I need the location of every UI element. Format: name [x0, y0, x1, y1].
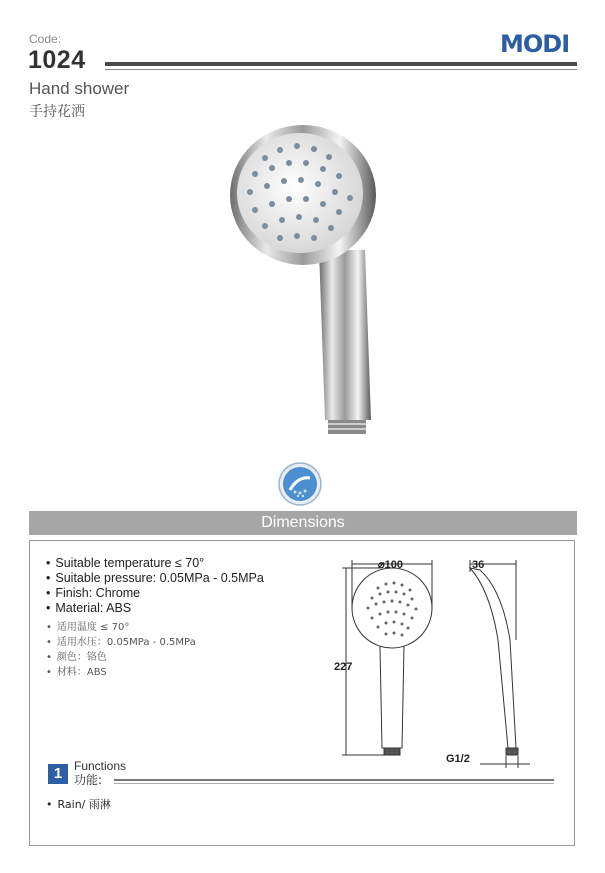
- functions-number: 1: [48, 764, 68, 784]
- spec-item-cn: • 适用水压：0.05MPa - 0.5MPa: [46, 635, 196, 650]
- spec-list-en: [46, 556, 264, 616]
- spec-item-cn: • 材料：ABS: [46, 665, 196, 680]
- header-rule-thin: [105, 69, 577, 70]
- rain-spray-icon: [278, 462, 322, 506]
- product-title-en: Hand shower: [29, 79, 130, 98]
- function-item: • Rain/ 雨淋: [46, 796, 111, 812]
- spec-item: • Suitable temperature ≤ 70°: [46, 556, 264, 571]
- functions-rule-thin: [114, 783, 554, 784]
- functions-title-en: Functions: [74, 759, 127, 773]
- spec-item: • Material: ABS: [46, 601, 264, 616]
- functions-title-cn: 功能:: [74, 773, 103, 787]
- code-label: Code:: [29, 32, 62, 46]
- dimensions-heading: Dimensions: [29, 511, 577, 535]
- spec-item-cn: • 颜色：铬色: [46, 650, 196, 665]
- thread-label: G1/2: [446, 753, 470, 765]
- product-title-cn: 手持花洒: [29, 104, 85, 120]
- spec-item: • Finish: Chrome: [46, 586, 264, 601]
- spec-item: • Suitable pressure: 0.05MPa - 0.5MPa: [46, 571, 264, 586]
- product-code: 1024: [28, 46, 86, 74]
- hand-shower-image: [225, 120, 385, 450]
- spec-item-cn: • 适用温度 ≤ 70°: [46, 620, 196, 635]
- technical-drawing: [330, 550, 570, 775]
- functions-rule: [114, 779, 554, 781]
- height-label: 227: [334, 661, 353, 673]
- header-rule: [105, 62, 577, 66]
- depth-label: 36: [472, 559, 485, 571]
- diameter-label: ⌀100: [378, 559, 403, 571]
- spec-list-cn: [46, 620, 196, 680]
- brand-logo: MODI: [500, 30, 570, 58]
